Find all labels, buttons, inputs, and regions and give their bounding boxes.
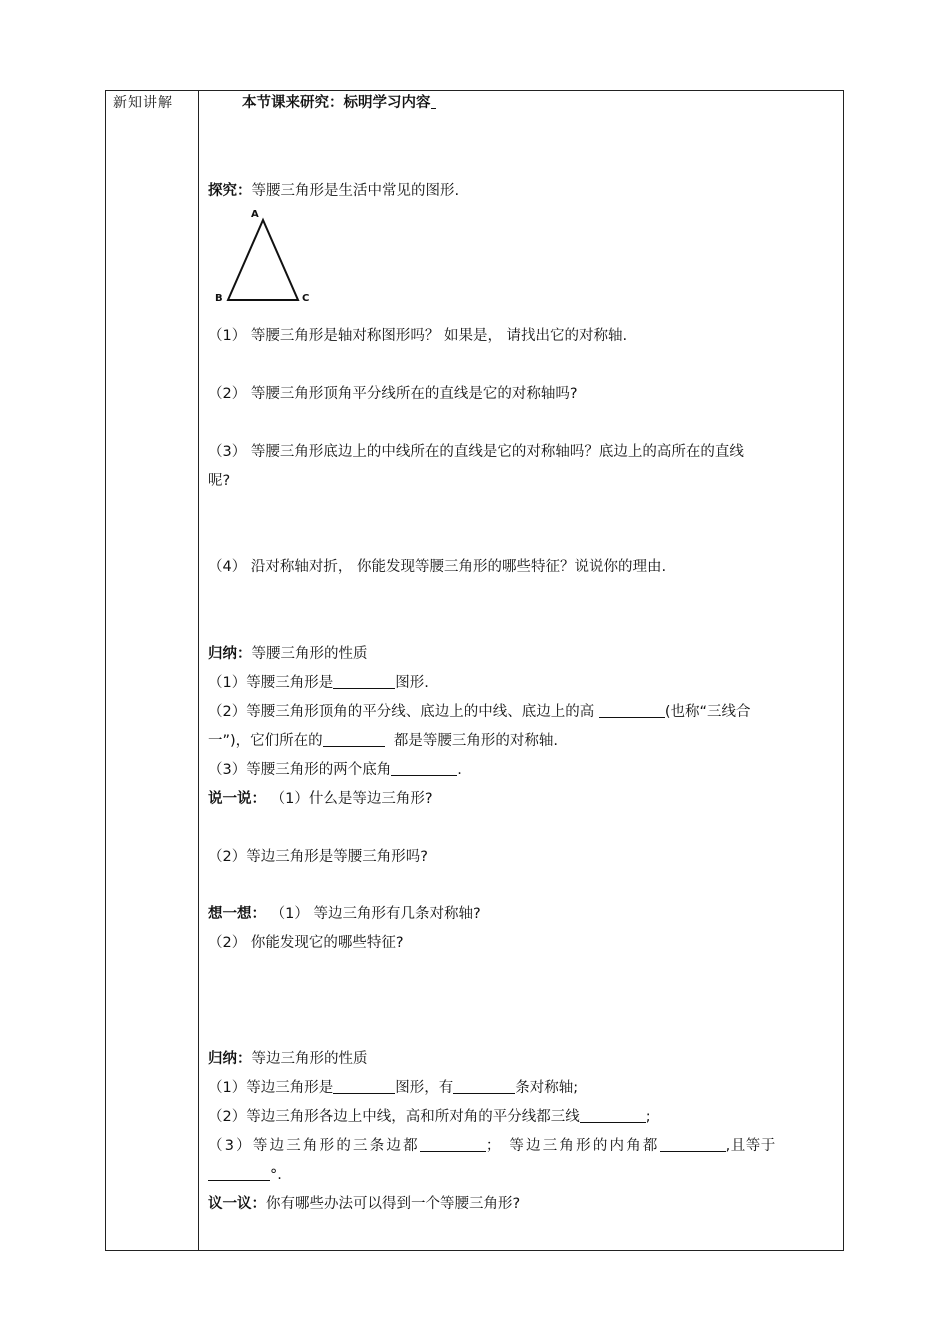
summary2-title: 等边三角形的性质: [251, 1051, 368, 1067]
think-question-1: （1） 等边三角形有几条对称轴?: [270, 906, 481, 922]
blank-field[interactable]: [580, 1108, 646, 1123]
summary2-point-3: （3）等边三角形的三条边都 ； 等边三角形的内角都 ,且等于: [208, 1138, 776, 1154]
explore-intro: [208, 181, 459, 201]
blank-field[interactable]: [333, 674, 395, 689]
summary1-point-1: （1）等腰三角形是 图形.: [208, 675, 429, 691]
summary2-label: 归纳：: [208, 1051, 252, 1067]
isosceles-triangle-figure: [210, 208, 320, 312]
column-divider: [198, 90, 199, 1251]
discuss-text: 你有哪些办法可以得到一个等腰三角形?: [266, 1196, 521, 1212]
discuss-label: 议一议：: [208, 1196, 266, 1212]
summary1-heading: [208, 644, 368, 664]
summary1-point-3: （3）等腰三角形的两个底角 .: [208, 762, 462, 778]
summary2-point-2: （2）等边三角形各边上中线，高和所对角的平分线都三线 ;: [208, 1109, 651, 1125]
summary1-title: 等腰三角形的性质: [251, 646, 368, 662]
explore-label: 探究：: [208, 183, 252, 199]
explore-question-4: （4） 沿对称轴对折， 你能发现等腰三角形的哪些特征？说说你的理由.: [208, 559, 667, 575]
blank-field[interactable]: [453, 1079, 515, 1094]
blank-field[interactable]: [391, 761, 457, 776]
discuss-section: [208, 1194, 520, 1214]
blank-field[interactable]: [333, 1079, 395, 1094]
vertex-c-label: C: [302, 293, 310, 304]
vertex-a-label: A: [251, 209, 259, 220]
summary2-point-1: （1）等边三角形是 图形，有 条对称轴;: [208, 1080, 579, 1096]
explore-question-1: （1） 等腰三角形是轴对称图形吗？ 如果是， 请找出它的对称轴.: [208, 328, 628, 344]
blank-field[interactable]: [599, 703, 665, 718]
say-section: [208, 789, 433, 809]
think-section: [208, 904, 481, 924]
summary1-point-2-cont: 一”)，它们所在的 都是等腰三角形的对称轴.: [208, 733, 558, 749]
blank-field[interactable]: [208, 1166, 270, 1181]
summary2-point-3-cont: °.: [208, 1165, 282, 1185]
say-question-1: （1）什么是等边三角形?: [270, 791, 433, 807]
say-label: 说一说：: [208, 791, 266, 807]
say-question-2: （2）等边三角形是等腰三角形吗?: [208, 849, 428, 865]
explore-question-2: （2） 等腰三角形顶角平分线所在的直线是它的对称轴吗?: [208, 386, 578, 402]
blank-field[interactable]: [420, 1137, 486, 1152]
section-label: 新知讲解: [113, 95, 173, 111]
triangle-shape: [228, 220, 298, 300]
blank-field[interactable]: [323, 732, 385, 747]
summary2-heading: [208, 1049, 368, 1069]
vertex-b-label: B: [215, 293, 223, 304]
header-line: 本节课来研究：标明学习内容: [242, 93, 436, 113]
think-label: 想一想：: [208, 906, 266, 922]
blank-field[interactable]: [660, 1137, 726, 1152]
explore-question-3: （3） 等腰三角形底边上的中线所在的直线是它的对称轴吗？底边上的高所在的直线: [208, 444, 744, 460]
summary1-point-2: （2）等腰三角形顶角的平分线、底边上的中线、底边上的高 (也称“三线合: [208, 704, 751, 720]
think-question-2: （2） 你能发现它的哪些特征?: [208, 935, 404, 951]
summary1-label: 归纳：: [208, 646, 252, 662]
explore-text: 等腰三角形是生活中常见的图形.: [251, 183, 460, 199]
explore-question-3-cont: 呢?: [208, 473, 231, 489]
